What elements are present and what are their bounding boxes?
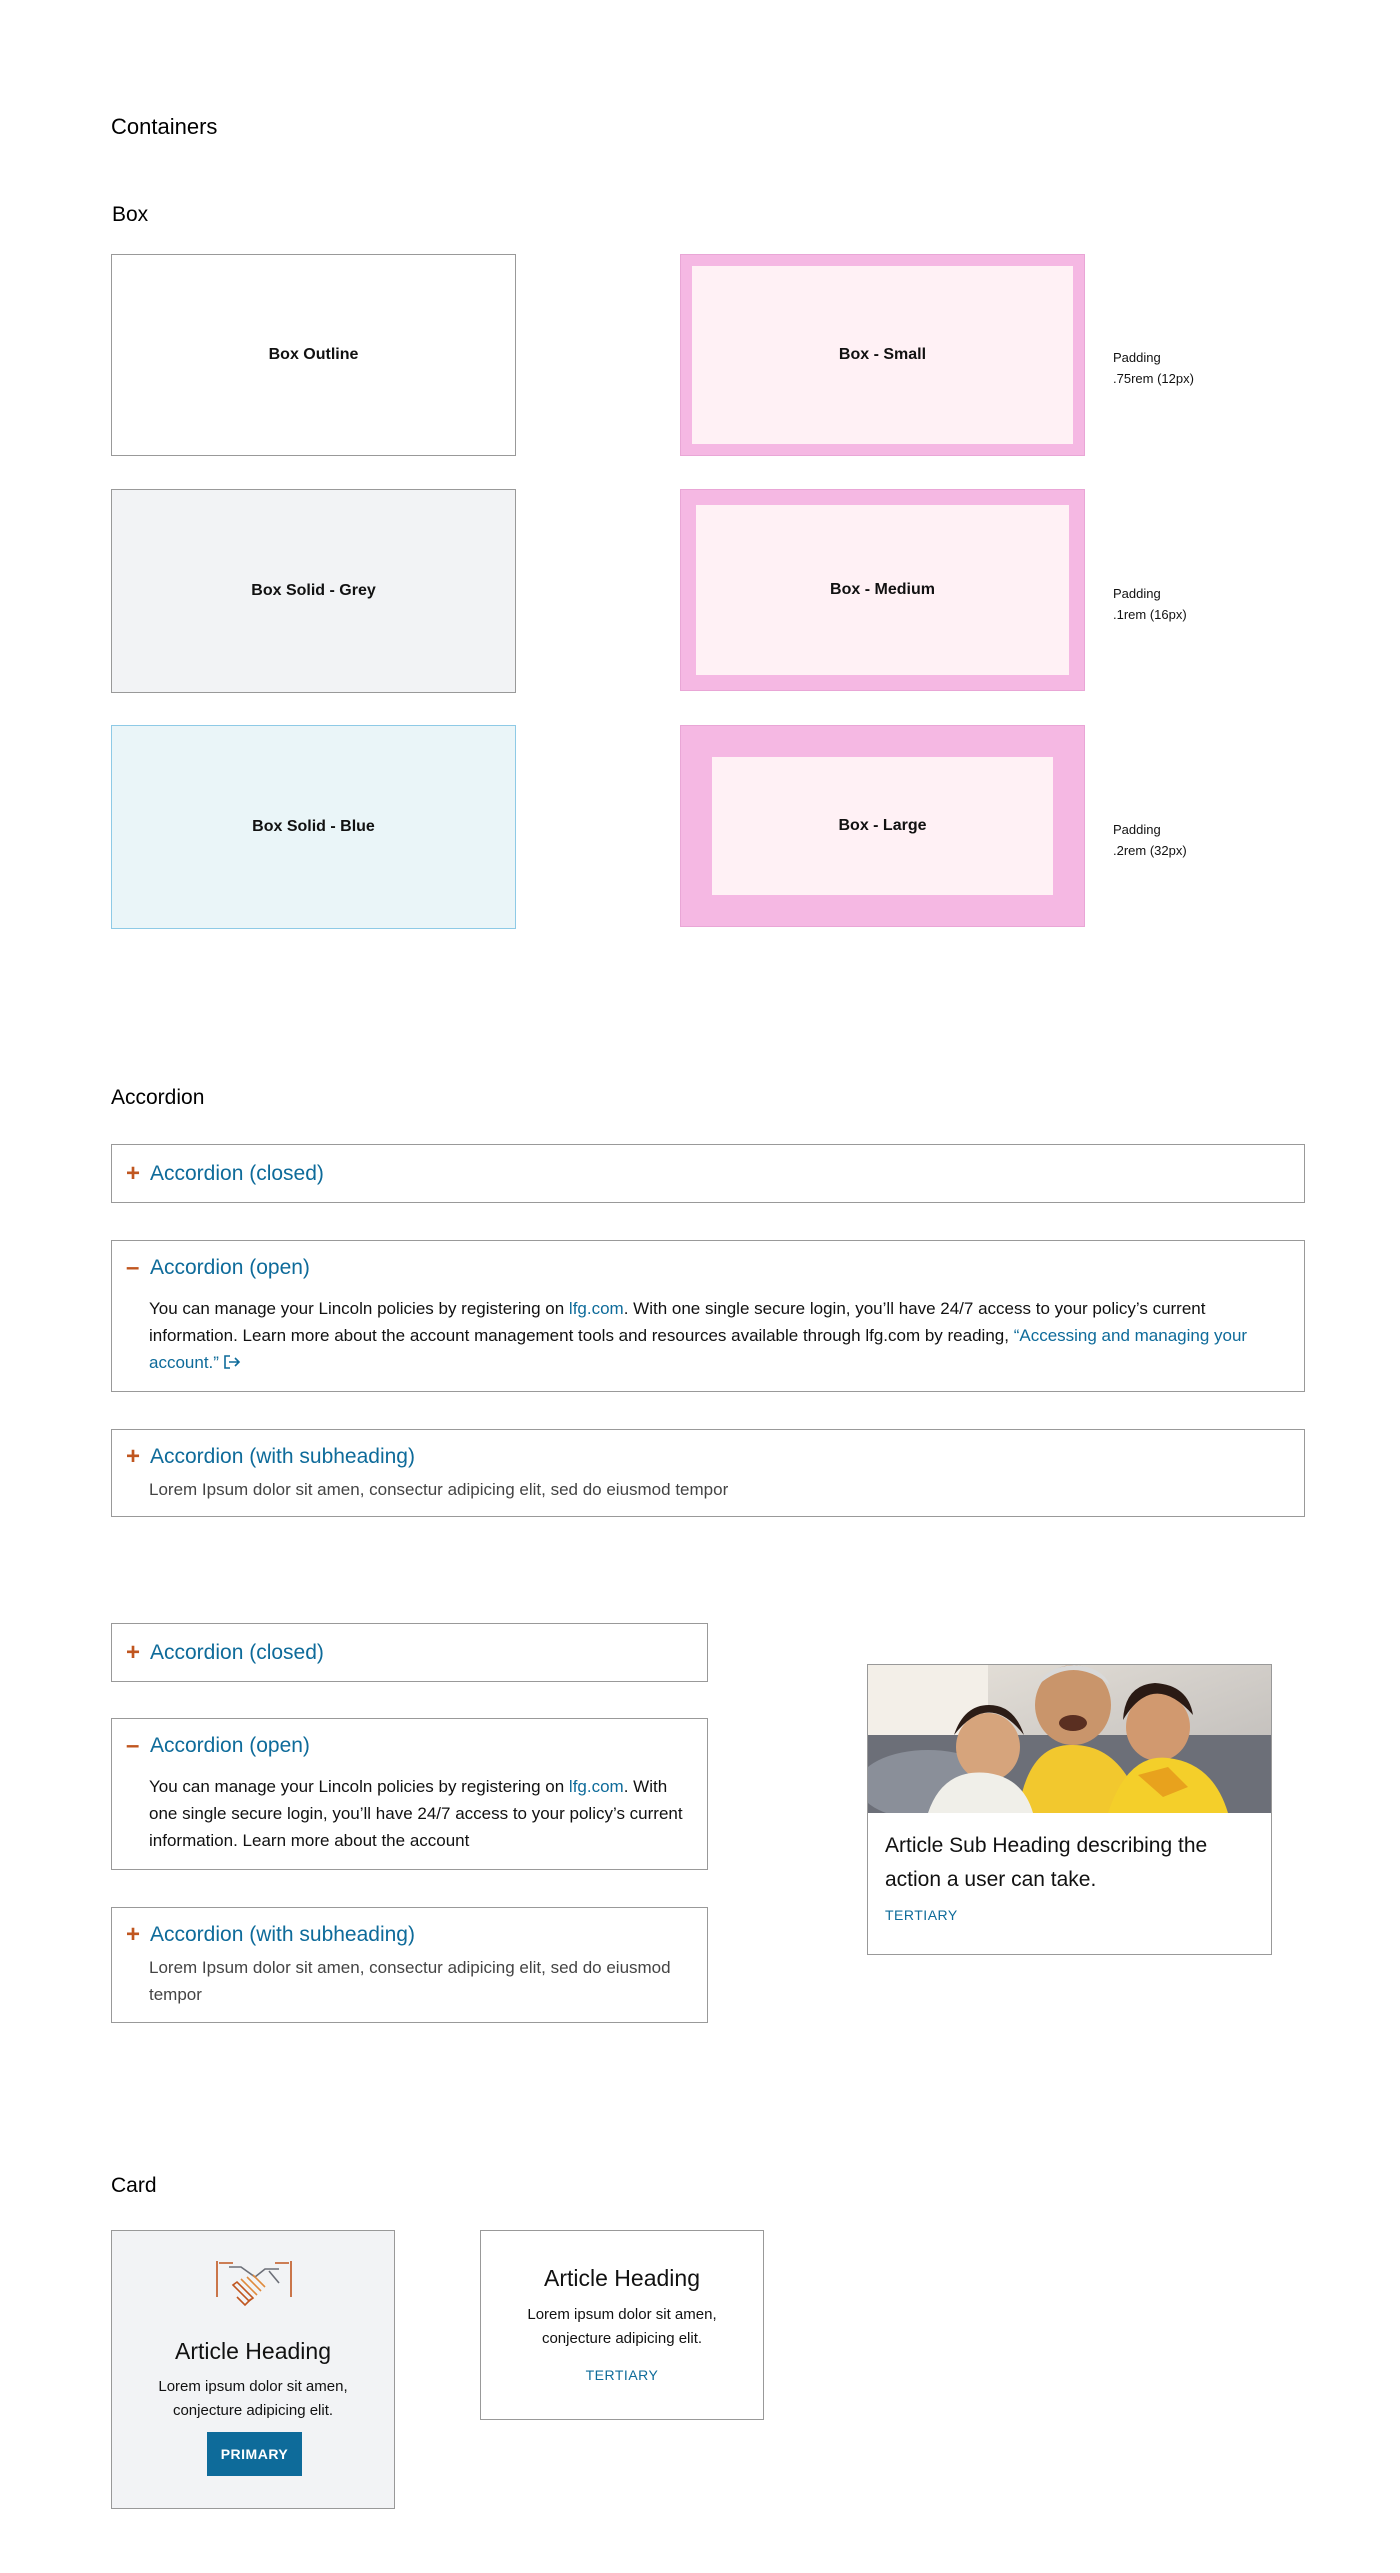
accordion-with-subheading[interactable] bbox=[111, 1429, 1305, 1517]
accordion-label: Accordion (closed) bbox=[150, 1162, 324, 1185]
accordion-title: Accordion bbox=[111, 1086, 205, 1109]
article-card-tertiary bbox=[480, 2230, 764, 2420]
plus-icon: + bbox=[126, 1921, 141, 1948]
box-large-inner bbox=[712, 757, 1053, 895]
accordion-closed-narrow[interactable] bbox=[111, 1623, 708, 1682]
plus-icon: + bbox=[126, 1160, 141, 1187]
box-medium-label: Box - Medium bbox=[830, 581, 935, 598]
accordion-subheading: Lorem Ipsum dolor sit amen, consectur adipicing elit, sed do eiusmod tempor bbox=[149, 1480, 729, 1499]
box-small bbox=[680, 254, 1085, 456]
accordion-body: You can manage your Lincoln policies by registering on lfg.com. With one single secure login, you’ll have 24/7 access to your policy’s current information. Learn more about the account bbox=[149, 1777, 683, 1850]
box-large bbox=[680, 725, 1085, 927]
accordion-header[interactable] bbox=[126, 1162, 324, 1186]
accordion-label: Accordion (with subheading) bbox=[150, 1923, 415, 1946]
box-section-title: Box bbox=[112, 203, 149, 226]
padding-note-small: Padding .75rem (12px) bbox=[1113, 350, 1194, 386]
primary-button[interactable]: PRIMARY bbox=[207, 2432, 302, 2476]
article-card-primary bbox=[111, 2230, 395, 2509]
accordion-label: Accordion (open) bbox=[150, 1256, 310, 1279]
lfg-link[interactable]: lfg.com bbox=[568, 1777, 624, 1796]
box-small-label: Box - Small bbox=[838, 346, 927, 363]
external-link-icon bbox=[223, 1355, 241, 1369]
plus-icon: + bbox=[126, 1443, 141, 1470]
card-tertiary-link[interactable]: TERTIARY bbox=[585, 2367, 659, 2383]
article-photo-card[interactable] bbox=[867, 1664, 1272, 1955]
accordion-open-narrow[interactable] bbox=[111, 1718, 708, 1870]
accordion-label: Accordion (open) bbox=[150, 1734, 310, 1757]
accordion-header[interactable] bbox=[126, 1445, 415, 1469]
card-text: Lorem ipsum dolor sit amen, conjecture adipicing elit. bbox=[527, 2306, 717, 2347]
lfg-link[interactable]: lfg.com bbox=[568, 1299, 624, 1318]
photo-card-tertiary-link[interactable]: TERTIARY bbox=[885, 1907, 958, 1923]
card-title: Card bbox=[111, 2174, 157, 2197]
accordion-label: Accordion (with subheading) bbox=[150, 1445, 415, 1468]
card-heading: Article Heading bbox=[175, 2338, 331, 2364]
family-photo-image bbox=[868, 1665, 1271, 1813]
minus-icon: – bbox=[126, 1254, 140, 1281]
box-blue-label: Box Solid - Blue bbox=[252, 818, 375, 835]
accordion-header[interactable] bbox=[126, 1734, 310, 1758]
accordion-header[interactable] bbox=[126, 1923, 415, 1947]
card-heading: Article Heading bbox=[544, 2265, 700, 2291]
padding-note-medium: Padding .1rem (16px) bbox=[1113, 586, 1187, 622]
card-text: Lorem ipsum dolor sit amen, conjecture adipicing elit. bbox=[158, 2378, 348, 2419]
accordion-header[interactable] bbox=[126, 1641, 324, 1665]
accordion-closed[interactable] bbox=[111, 1144, 1305, 1203]
accordion-header[interactable] bbox=[126, 1256, 310, 1280]
accordion-open[interactable] bbox=[111, 1240, 1305, 1392]
plus-icon: + bbox=[126, 1639, 141, 1666]
box-outline bbox=[111, 254, 516, 456]
box-solid-grey bbox=[111, 489, 516, 693]
handshake-icon bbox=[215, 2257, 293, 2309]
accordion-subheading: Lorem Ipsum dolor sit amen, consectur adipicing elit, sed do eiusmod tempor bbox=[149, 1958, 671, 2004]
accordion-body: You can manage your Lincoln policies by registering on lfg.com. With one single secure login, you’ll have 24/7 access to your policy’s current information. Learn more about the account management tools and resources available through lfg.com by reading, “Accessing and managing your account.” bbox=[149, 1299, 1248, 1372]
box-small-inner bbox=[692, 266, 1073, 444]
photo-card-heading: Article Sub Heading describing the action a user can take. bbox=[885, 1834, 1208, 1891]
accordion-with-subheading-narrow[interactable] bbox=[111, 1907, 708, 2023]
box-medium bbox=[680, 489, 1085, 691]
box-outline-label: Box Outline bbox=[268, 346, 359, 363]
box-large-label: Box - Large bbox=[838, 817, 927, 834]
box-medium-inner bbox=[696, 505, 1069, 675]
containers-title: Containers bbox=[111, 114, 218, 139]
box-solid-blue bbox=[111, 725, 516, 929]
accordion-label: Accordion (closed) bbox=[150, 1641, 324, 1664]
accessing-account-link[interactable]: “Accessing and managing your account.” bbox=[149, 1326, 1248, 1372]
padding-note-large: Padding .2rem (32px) bbox=[1113, 822, 1187, 858]
minus-icon: – bbox=[126, 1732, 140, 1759]
box-grey-label: Box Solid - Grey bbox=[251, 582, 376, 599]
